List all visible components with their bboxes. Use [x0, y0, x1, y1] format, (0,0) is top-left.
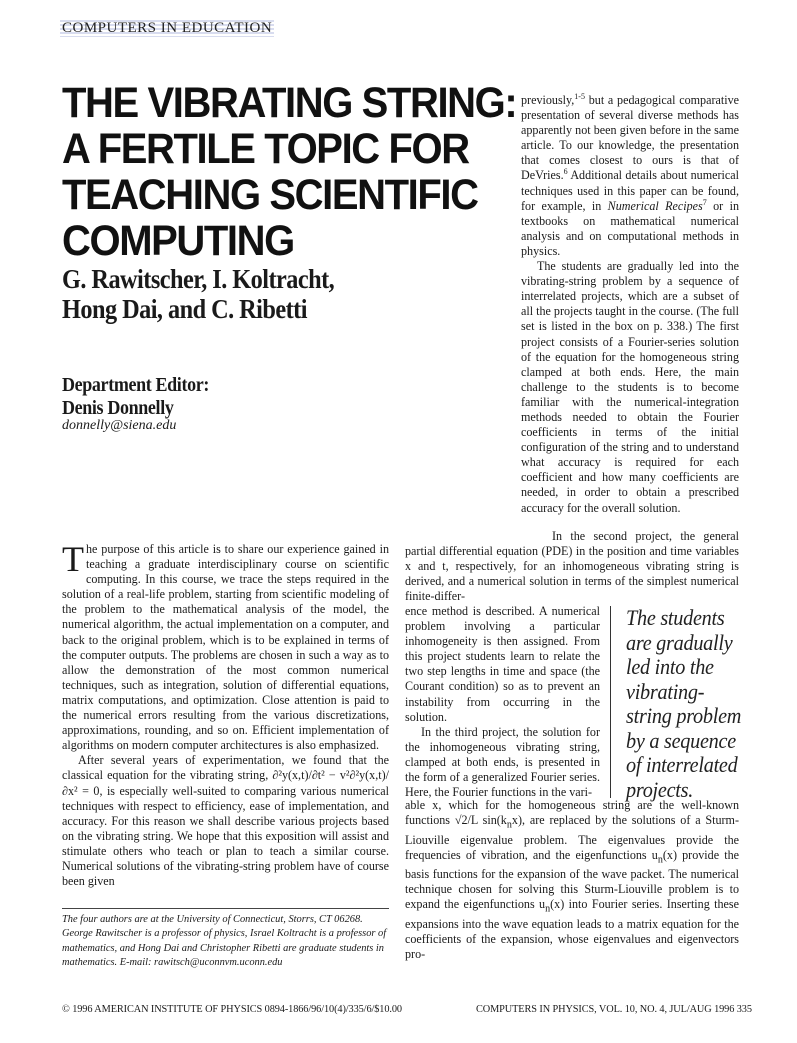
copyright-footer: © 1996 AMERICAN INSTITUTE OF PHYSICS 0894-1866/96/10(4)/335/6/$10.00 — [62, 1004, 402, 1015]
lower-right-text — [405, 798, 739, 962]
wave-equation: After several years of experimentation, we found that the classical equation for the vibrating string, ∂²y(x,t)/∂t² − v²∂²y(x,t)/∂x² = 0, — [62, 753, 389, 798]
project-intro — [405, 529, 739, 604]
body-paragraph: After several years of experimentation, we found that the classical equation for the vibrating string, ∂²y(x,t)/∂t² − v²∂²y(x,t)/∂x² = 0, is especially well-suited to comparing various numerical techniques with respect to efficiency, ease of implementation, and accuracy. For this reason we shall describe various projects based on the vibrating string. We hope that this exposition will assist and stimulate others who teach or plan to teach a similar course. Numerical solutions of the vibrating-string problem have of course been given — [62, 753, 389, 889]
editor-name: Denis Donnelly — [62, 397, 174, 419]
title-line: TEACHING SCIENTIFIC — [62, 171, 478, 219]
drop-cap: T — [62, 539, 84, 579]
pull-quote: The students are gradually led into the vibrating-string problem by a sequence of interrelated projects. — [626, 605, 742, 802]
body-paragraph: able x, which for the homogeneous string are the well-known functions √2/L $\sin(k_nx)$, are replaced by the solutions of a Sturm-Liouville eigenvalue problem. The eigenvalues provide the frequencies of vibration, and the eigenfunctions $u_n(x)$ provide the basis functions for the expansion of the wave packet. The numerical technique chosen for solving this Sturm-Liouville problem is to expand the eigenfunctions $u_n(x)$ into Fourier series. Inserting these expansions into the wave equation leads to a matrix equation for the coefficients of the expansion, whose eigenvalues and eigenvectors pro- — [405, 798, 739, 962]
author-list — [62, 264, 404, 324]
editor-email[interactable]: donnelly@siena.edu — [62, 418, 177, 433]
article-title — [62, 79, 517, 265]
author-footnote: The four authors are at the University of Connecticut, Storrs, CT 06268. George Rawitscher is a professor of physics, Israel Koltracht is a professor of mathematics, and Hong Dai and Christopher Ribetti are graduate students in mathematics. E-mail: rawitsch@uconnvm.uconn.edu — [62, 914, 387, 968]
title-line: COMPUTING — [62, 217, 294, 265]
pull-quote-rule — [610, 606, 611, 798]
author-line: Hong Dai, and C. Ribetti — [62, 294, 307, 324]
author-line: G. Rawitscher, I. Koltracht, — [62, 264, 335, 294]
section-label: COMPUTERS IN EDUCATION — [62, 20, 273, 36]
intro-paragraph: The purpose of this article is to share our experience gained in teaching a graduate interdisciplinary course on scientific computing. In this course, we trace the steps required in the solution of a real-life problem, starting from scientific modeling of the problem to the mathematical analysis of the model, the numerical algorithm, the actual implementation on a computer, and back to the original problem, which is to be explained in terms of the computer outputs. The problems are chosen in such a way as to allow the demonstration of the most common numerical techniques, such as integration, solution of differential equations, matrix computations, and optimization. Close attention is paid to the numerical errors resulting from the various discretizations, approximations, rounding, and so on. Efficient implementation of algorithms on modern computer architectures is also emphasized. — [62, 539, 389, 753]
body-paragraph: ence method is described. A numerical problem involving a particular inhomogeneity is then assigned. From this project students learn to relate the two step lengths in time and space (the Courant condition) so as to prevent an instability from occurring in the solution. — [405, 604, 600, 724]
left-column — [62, 539, 389, 889]
middle-column — [405, 604, 600, 800]
body-paragraph: In the third project, the solution for the inhomogeneous vibrating string, clamped at both ends, is presented in the form of a generalized Fourier series. Here, the Fourier functions in the vari- — [405, 724, 600, 800]
right-column-top — [521, 93, 739, 516]
editor-heading: Department Editor: — [62, 374, 209, 396]
body-paragraph: The students are gradually led into the vibrating-string problem by a sequence of interrelated projects, which are a subset of all the projects taught in the course. (The full set is listed in the box on p. 338.) The first project consists of a Fourier-series solution of the equation for the homogeneous string clamped at both ends. Here, the main challenge to the students is to become familiar with the numerical-integration methods needed to obtain the Fourier coefficients in terms of the initial configuration of the string and to understand what accuracy is required for each coefficient and how many coefficients are needed, in order to obtain a prescribed accuracy for the overall solution. — [521, 259, 739, 515]
footnote-divider — [62, 908, 389, 909]
title-line: A FERTILE TOPIC FOR — [62, 125, 469, 173]
journal-footer: COMPUTERS IN PHYSICS, VOL. 10, NO. 4, JUL/AUG 1996 335 — [476, 1004, 752, 1015]
title-line: THE VIBRATING STRING: — [62, 79, 517, 127]
body-paragraph: previously,$^{1-5}$ but a pedagogical comparative presentation of several diverse methods has apparently not been given before in the same article. To our knowledge, the presentation that comes closest to ours is that of DeVries.$^6$ Additional details about numerical techniques used in this paper can be found, for example, in Numerical Recipes$^7$ or in textbooks on mathematical numerical analysis and on computational methods in physics. — [521, 91, 739, 258]
body-paragraph: In the second project, the general partial differential equation (PDE) in the position and time variables x and t, respectively, for an inhomogeneous vibrating string is derived, and a numerical solution in terms of the simplest numerical finite-differ- — [405, 529, 739, 604]
